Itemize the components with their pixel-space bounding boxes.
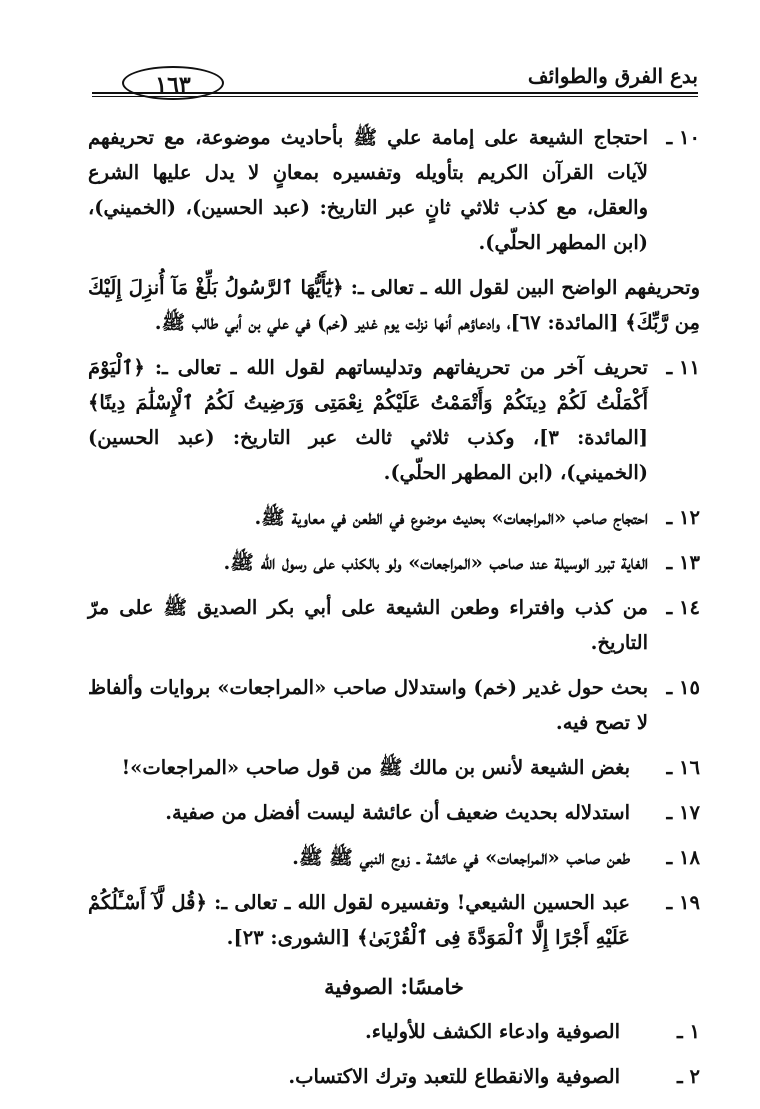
section-item-2	[88, 1059, 700, 1094]
header-rule	[92, 92, 698, 94]
item-text: بحث حول غدير (خم) واستدلال صاحب «المراجعات» بروايات وألفاظ لا تصح فيه.	[88, 676, 648, 734]
list-item-17	[88, 795, 700, 830]
list-item-14	[88, 590, 700, 660]
header-rule-thin	[92, 96, 698, 97]
page-header	[92, 62, 698, 108]
item-text: من كذب وافتراء وطعن الشيعة على أبي بكر الصديق ﷺ على مرّ التاريخ.	[88, 596, 648, 654]
page-number: ١٦٣	[122, 66, 224, 100]
item-number: ١٢ ـ	[666, 506, 700, 529]
item-number: ٢ ـ	[677, 1065, 700, 1088]
list-item-12	[88, 500, 700, 535]
content-body	[88, 120, 700, 1104]
item-number: ١١ ـ	[666, 356, 700, 379]
item-text: الغاية تبرر الوسيلة عند صاحب «المراجعات» ولو بالكذب على رسول الله ﷺ.	[223, 551, 648, 574]
item-number: ١٧ ـ	[666, 801, 700, 824]
item-text: استدلاله بحديث ضعيف أن عائشة ليست أفضل من صفية.	[165, 801, 630, 824]
item-number: ١٤ ـ	[666, 596, 700, 619]
item-number: ١٦ ـ	[666, 756, 700, 779]
item-number: ١ ـ	[677, 1020, 700, 1043]
item-text: الصوفية وادعاء الكشف للأولياء.	[364, 1020, 620, 1043]
item-number: ١٩ ـ	[666, 891, 700, 914]
list-item-10	[88, 120, 700, 260]
list-item-11	[88, 350, 700, 490]
list-item-18	[88, 840, 700, 875]
item-text: طعن صاحب «المراجعات» في عائشة ـ زوج النبي ﷺ ﷺ.	[292, 846, 630, 869]
list-item-13	[88, 545, 700, 580]
item-number: ١٨ ـ	[666, 846, 700, 869]
section-title: خامسًا: الصوفية	[324, 974, 464, 999]
paragraph: وتحريفهم الواضح البين لقول الله ـ تعالى ـ: ﴿يَٰٓأَيُّهَا ٱلرَّسُولُ بَلِّغْ مَآ أُنزِلَ إِلَيْكَ مِن رَّبِّكَ﴾ [المائدة: ٦٧]، وادعاؤهم أنها نزلت يوم غدير (خم) في علي بن أبي طالب ﷺ.	[88, 276, 700, 334]
item-text: عبد الحسين الشيعي! وتفسيره لقول الله ـ تعالى ـ: ﴿قُل لَّآ أَسْـَٔلُكُمْ عَلَيْهِ أَجْرًا إِلَّا ٱلْمَوَدَّةَ فِى ٱلْقُرْبَىٰ﴾ [الشورى: ٢٣].	[88, 891, 630, 949]
running-title: بدع الفرق والطوائف	[527, 64, 698, 88]
item-number: ١٣ ـ	[666, 551, 700, 574]
item-text: الصوفية والانقطاع للتعبد وترك الاكتساب.	[288, 1065, 620, 1088]
item-text: احتجاج الشيعة على إمامة علي ﷺ بأحاديث موضوعة، مع تحريفهم لآيات القرآن الكريم بتأويله وتفسيره بمعانٍ لا يدل عليها الشرع والعقل، مع كذب ثلاثي ثانٍ عبر التاريخ: (عبد الحسين)، (الخميني)، (ابن المطهر الحلّي).	[88, 126, 648, 254]
item-text: احتجاج صاحب «المراجعات» بحديث موضوع في الطعن في معاوية ﷺ.	[254, 506, 648, 529]
list-item-16	[88, 750, 700, 785]
item-text: تحريف آخر من تحريفاتهم وتدليساتهم لقول الله ـ تعالى ـ: ﴿ٱلْيَوْمَ أَكْمَلْتُ لَكُمْ دِينَكُمْ وَأَتْمَمْتُ عَلَيْكُمْ نِعْمَتِى وَرَضِيتُ لَكُمُ ٱلْإِسْلَٰمَ دِينًا﴾ [المائدة: ٣]، وكذب ثلاثي ثالث عبر التاريخ: (عبد الحسين) (الخميني)، (ابن المطهر الحلّي).	[88, 356, 648, 484]
section-item-1	[88, 1014, 700, 1049]
item-number: ١٥ ـ	[666, 676, 700, 699]
item-number: ١٠ ـ	[666, 126, 700, 149]
list-item-15	[88, 670, 700, 740]
item-text: بغض الشيعة لأنس بن مالك ﷺ من قول صاحب «المراجعات»!	[121, 756, 630, 779]
list-item-19	[88, 885, 700, 955]
